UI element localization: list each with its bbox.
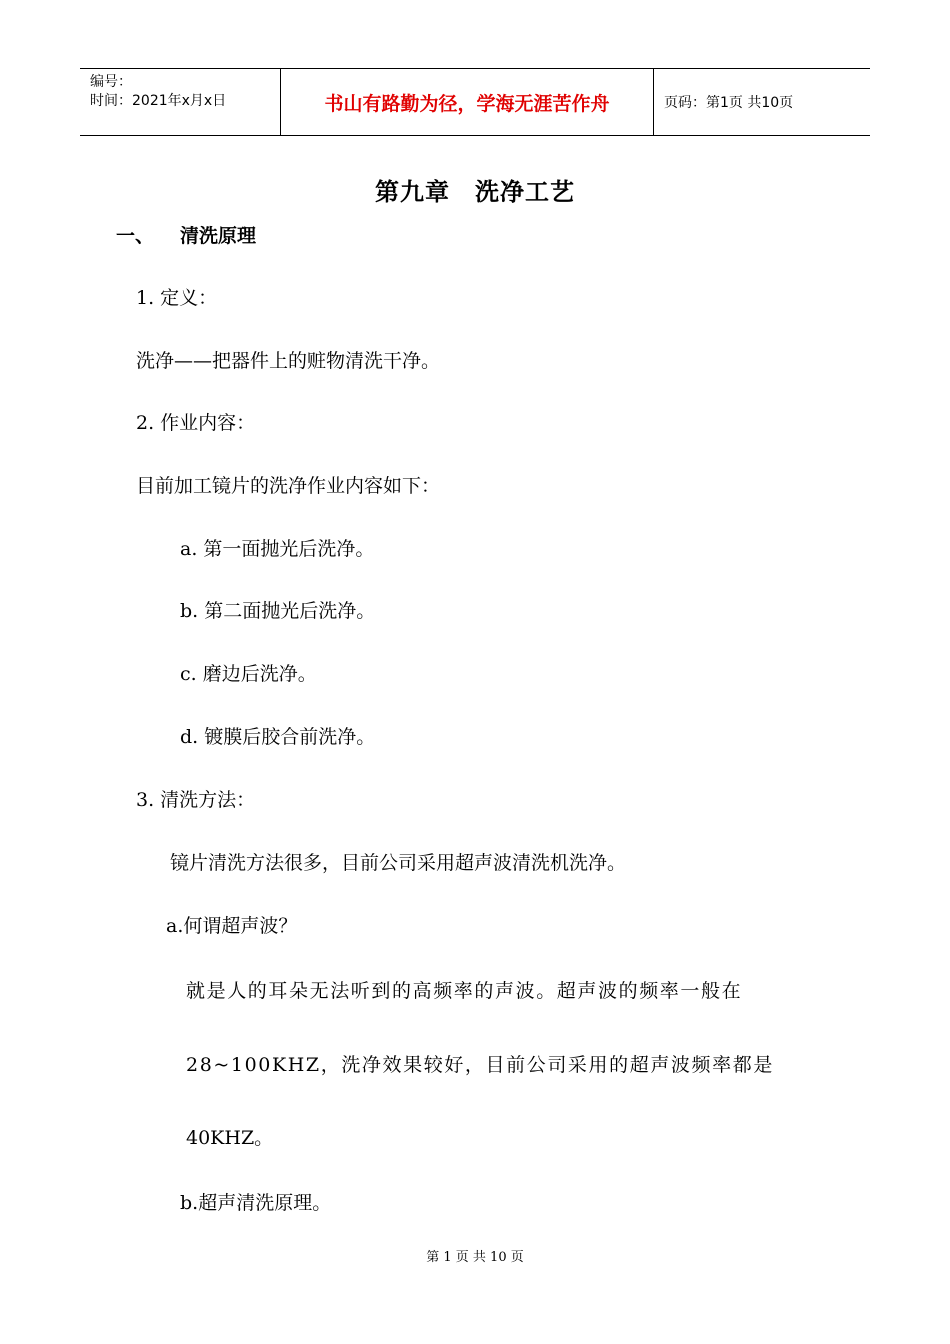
- work-content-intro: 目前加工镜片的洗净作业内容如下：: [136, 475, 441, 497]
- work-content-heading: 2. 作业内容：: [136, 412, 256, 434]
- header-meta-cell: [80, 69, 281, 135]
- serial-label: 编号：: [90, 74, 132, 90]
- chapter-title: 第九章 洗净工艺: [375, 178, 575, 206]
- ultrasonic-paragraph-line: 40KHZ。: [186, 1127, 274, 1149]
- section-heading: 清洗原理: [180, 225, 257, 247]
- page-label: 页码：第1页 共10页: [664, 95, 794, 111]
- ultrasonic-paragraph-line: 就是人的耳朵无法听到的高频率的声波。超声波的频率一般在: [186, 980, 743, 1002]
- cleaning-method-text: 镜片清洗方法很多，目前公司采用超声波清洗机洗净。: [170, 852, 627, 874]
- time-label: 时间：2021年x月x日: [90, 93, 227, 109]
- header-table: [80, 68, 870, 136]
- list-item: a. 第一面抛光后洗净。: [180, 538, 375, 560]
- list-item: c. 磨边后洗净。: [180, 663, 317, 685]
- list-item: b. 第二面抛光后洗净。: [180, 600, 376, 622]
- list-item: d. 镀膜后胶合前洗净。: [180, 726, 376, 748]
- definition-heading: 1. 定义：: [136, 287, 218, 309]
- motto-cell: [281, 69, 654, 135]
- page-footer: 第 1 页 共 10 页: [426, 1250, 524, 1265]
- ultrasonic-question: a.何谓超声波？: [166, 915, 298, 937]
- definition-text: 洗净——把器件上的赃物清洗干净。: [136, 350, 441, 372]
- motto-text: 书山有路勤为径，学海无涯苦作舟: [324, 92, 610, 115]
- ultrasonic-principle-heading: b.超声清洗原理。: [180, 1192, 332, 1214]
- ultrasonic-paragraph-line: 28~100KHZ，洗净效果较好，目前公司采用的超声波频率都是: [186, 1054, 774, 1076]
- page-info-cell: [654, 69, 870, 135]
- section-number: 一、: [116, 225, 155, 247]
- cleaning-method-heading: 3. 清洗方法：: [136, 789, 256, 811]
